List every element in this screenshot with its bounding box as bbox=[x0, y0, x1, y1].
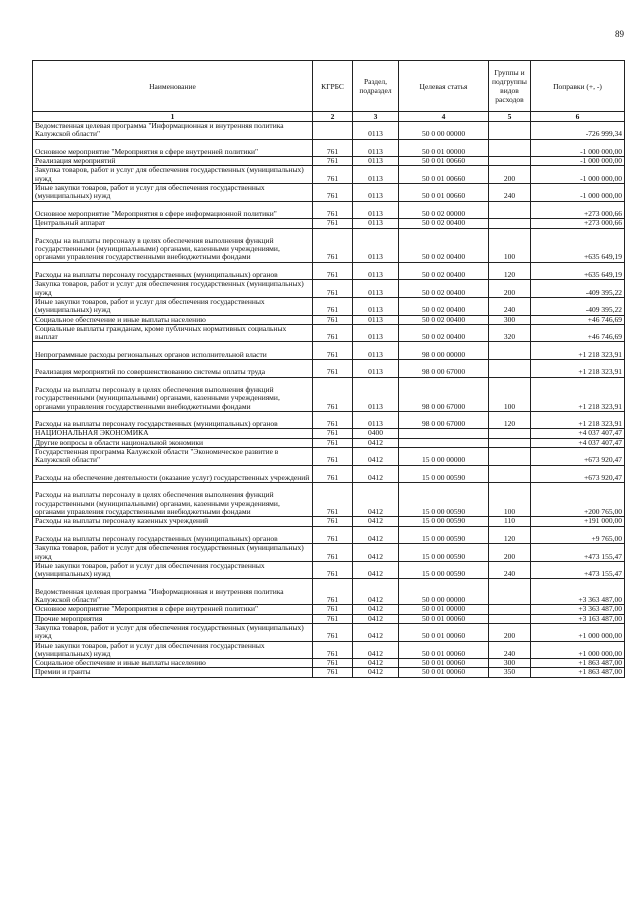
row-kgrbs: 761 bbox=[313, 360, 353, 378]
page-number: 89 bbox=[615, 29, 624, 39]
table-row bbox=[33, 201, 625, 219]
row-name: Закупка товаров, работ и услуг для обеспечения государственных (муниципальных) нужд bbox=[33, 280, 313, 298]
row-target-article: 50 0 02 00400 bbox=[399, 280, 489, 298]
row-expense-group: 200 bbox=[489, 623, 531, 641]
row-razdel: 0412 bbox=[353, 605, 399, 614]
row-expense-group: 100 bbox=[489, 377, 531, 411]
row-kgrbs: 761 bbox=[313, 579, 353, 605]
row-amount: +1 218 323,91 bbox=[531, 377, 625, 411]
col-header-target-article: Целевая статья bbox=[399, 61, 489, 112]
row-target-article bbox=[399, 429, 489, 438]
row-amount: +1 218 323,91 bbox=[531, 411, 625, 429]
row-target-article: 15 0 00 00000 bbox=[399, 447, 489, 465]
row-expense-group: 120 bbox=[489, 526, 531, 544]
row-kgrbs: 761 bbox=[313, 315, 353, 324]
row-name: Закупка товаров, работ и услуг для обеспечения государственных (муниципальных) нужд bbox=[33, 544, 313, 562]
row-name: Реализация мероприятий по совершенствованию системы оплаты труда bbox=[33, 360, 313, 378]
row-expense-group bbox=[489, 614, 531, 623]
row-amount: -726 999,34 bbox=[531, 122, 625, 140]
row-expense-group bbox=[489, 438, 531, 447]
row-expense-group: 350 bbox=[489, 668, 531, 677]
header-row bbox=[33, 61, 625, 112]
row-expense-group bbox=[489, 157, 531, 166]
row-target-article bbox=[399, 438, 489, 447]
row-kgrbs: 761 bbox=[313, 447, 353, 465]
row-kgrbs: 761 bbox=[313, 641, 353, 659]
row-amount: +273 000,66 bbox=[531, 219, 625, 228]
row-amount: +200 765,00 bbox=[531, 483, 625, 517]
row-target-article: 50 0 02 00400 bbox=[399, 228, 489, 262]
row-razdel: 0412 bbox=[353, 614, 399, 623]
row-name: Иные закупки товаров, работ и услуг для обеспечения государственных (муниципальных) нужд bbox=[33, 561, 313, 579]
row-kgrbs: 761 bbox=[313, 614, 353, 623]
row-kgrbs: 761 bbox=[313, 544, 353, 562]
table-row bbox=[33, 315, 625, 324]
row-name: Расходы на выплаты персоналу государственных (муниципальных) органов bbox=[33, 411, 313, 429]
table-row bbox=[33, 184, 625, 202]
row-razdel: 0412 bbox=[353, 544, 399, 562]
row-name: Расходы на выплаты персоналу в целях обеспечения выполнения функций государственными (муниципальными) органами, казенными учреждениями, органами управления государственными внебюджетными фондами bbox=[33, 377, 313, 411]
row-razdel: 0113 bbox=[353, 297, 399, 315]
row-target-article: 50 0 01 00060 bbox=[399, 668, 489, 677]
row-kgrbs: 761 bbox=[313, 465, 353, 483]
row-expense-group bbox=[489, 342, 531, 360]
table-row bbox=[33, 157, 625, 166]
row-expense-group: 200 bbox=[489, 280, 531, 298]
row-expense-group bbox=[489, 429, 531, 438]
row-amount: +1 000 000,00 bbox=[531, 623, 625, 641]
row-kgrbs: 761 bbox=[313, 561, 353, 579]
row-razdel: 0412 bbox=[353, 641, 399, 659]
row-amount: +1 000 000,00 bbox=[531, 641, 625, 659]
table-row bbox=[33, 411, 625, 429]
row-name: Закупка товаров, работ и услуг для обеспечения государственных (муниципальных) нужд bbox=[33, 166, 313, 184]
row-amount: +3 363 487,00 bbox=[531, 579, 625, 605]
row-amount: +673 920,47 bbox=[531, 465, 625, 483]
row-kgrbs: 761 bbox=[313, 659, 353, 668]
col-header-razdel: Раздел, подраздел bbox=[353, 61, 399, 112]
row-amount: -1 000 000,00 bbox=[531, 184, 625, 202]
table-row bbox=[33, 447, 625, 465]
table-row bbox=[33, 262, 625, 280]
row-kgrbs: 761 bbox=[313, 342, 353, 360]
row-name: Социальное обеспечение и иные выплаты населению bbox=[33, 659, 313, 668]
row-amount: -1 000 000,00 bbox=[531, 157, 625, 166]
row-target-article: 50 0 00 00000 bbox=[399, 122, 489, 140]
row-name: Прочие мероприятия bbox=[33, 614, 313, 623]
table-row bbox=[33, 544, 625, 562]
row-razdel: 0113 bbox=[353, 360, 399, 378]
row-target-article: 50 0 01 00060 bbox=[399, 659, 489, 668]
row-razdel: 0412 bbox=[353, 438, 399, 447]
row-expense-group: 320 bbox=[489, 324, 531, 342]
table-row bbox=[33, 614, 625, 623]
col-number: 4 bbox=[399, 112, 489, 122]
row-razdel: 0412 bbox=[353, 447, 399, 465]
row-amount: +635 649,19 bbox=[531, 262, 625, 280]
table-row bbox=[33, 166, 625, 184]
row-expense-group bbox=[489, 605, 531, 614]
table-row bbox=[33, 297, 625, 315]
row-name: Закупка товаров, работ и услуг для обеспечения государственных (муниципальных) нужд bbox=[33, 623, 313, 641]
budget-amendments-table bbox=[32, 60, 625, 678]
row-expense-group: 300 bbox=[489, 659, 531, 668]
row-razdel: 0113 bbox=[353, 377, 399, 411]
table-row bbox=[33, 219, 625, 228]
row-razdel: 0412 bbox=[353, 517, 399, 526]
row-razdel: 0113 bbox=[353, 280, 399, 298]
table-row bbox=[33, 360, 625, 378]
row-razdel: 0412 bbox=[353, 465, 399, 483]
table-row bbox=[33, 342, 625, 360]
row-target-article: 50 0 01 00660 bbox=[399, 166, 489, 184]
row-razdel: 0113 bbox=[353, 342, 399, 360]
row-kgrbs: 761 bbox=[313, 228, 353, 262]
row-kgrbs: 761 bbox=[313, 201, 353, 219]
row-amount: +635 649,19 bbox=[531, 228, 625, 262]
row-target-article: 98 0 00 00000 bbox=[399, 342, 489, 360]
row-name: Расходы на выплаты персоналу в целях обеспечения выполнения функций государственными (муниципальными) органами, казенными учреждениями, органами управления государственными внебюджетными фондами bbox=[33, 228, 313, 262]
row-name: Расходы на выплаты персоналу казенных учреждений bbox=[33, 517, 313, 526]
table-row bbox=[33, 324, 625, 342]
row-target-article: 50 0 02 00000 bbox=[399, 201, 489, 219]
row-name: Премии и гранты bbox=[33, 668, 313, 677]
row-amount: -409 395,22 bbox=[531, 297, 625, 315]
row-razdel: 0412 bbox=[353, 579, 399, 605]
row-amount: +3 363 487,00 bbox=[531, 605, 625, 614]
row-target-article: 50 0 01 00060 bbox=[399, 614, 489, 623]
row-expense-group: 240 bbox=[489, 561, 531, 579]
row-amount: +1 863 487,00 bbox=[531, 668, 625, 677]
row-amount: +9 765,00 bbox=[531, 526, 625, 544]
col-number: 5 bbox=[489, 112, 531, 122]
row-kgrbs: 761 bbox=[313, 184, 353, 202]
row-razdel: 0412 bbox=[353, 526, 399, 544]
row-razdel: 0113 bbox=[353, 201, 399, 219]
row-name: Иные закупки товаров, работ и услуг для обеспечения государственных (муниципальных) нужд bbox=[33, 297, 313, 315]
row-name: Другие вопросы в области национальной экономики bbox=[33, 438, 313, 447]
row-target-article: 98 0 00 67000 bbox=[399, 360, 489, 378]
row-target-article: 98 0 00 67000 bbox=[399, 411, 489, 429]
row-target-article: 50 0 01 00660 bbox=[399, 157, 489, 166]
row-razdel: 0412 bbox=[353, 561, 399, 579]
row-kgrbs: 761 bbox=[313, 411, 353, 429]
row-kgrbs: 761 bbox=[313, 262, 353, 280]
row-razdel: 0113 bbox=[353, 219, 399, 228]
row-target-article: 15 0 00 00590 bbox=[399, 561, 489, 579]
row-razdel: 0113 bbox=[353, 315, 399, 324]
row-kgrbs: 761 bbox=[313, 483, 353, 517]
row-kgrbs: 761 bbox=[313, 623, 353, 641]
row-name: Государственная программа Калужской области "Экономическое развитие в Калужской области" bbox=[33, 447, 313, 465]
row-expense-group bbox=[489, 219, 531, 228]
row-kgrbs bbox=[313, 122, 353, 140]
row-razdel: 0113 bbox=[353, 139, 399, 157]
row-amount: -1 000 000,00 bbox=[531, 166, 625, 184]
row-expense-group bbox=[489, 579, 531, 605]
table-row bbox=[33, 377, 625, 411]
row-kgrbs: 761 bbox=[313, 526, 353, 544]
row-name: Центральный аппарат bbox=[33, 219, 313, 228]
row-expense-group bbox=[489, 201, 531, 219]
row-kgrbs: 761 bbox=[313, 377, 353, 411]
row-target-article: 50 0 01 00060 bbox=[399, 623, 489, 641]
table-row bbox=[33, 429, 625, 438]
row-expense-group: 240 bbox=[489, 297, 531, 315]
row-amount: +46 746,69 bbox=[531, 324, 625, 342]
table-row bbox=[33, 579, 625, 605]
row-expense-group: 200 bbox=[489, 544, 531, 562]
row-target-article: 15 0 00 00590 bbox=[399, 465, 489, 483]
row-kgrbs: 761 bbox=[313, 324, 353, 342]
col-header-name: Наименование bbox=[33, 61, 313, 112]
row-target-article: 50 0 02 00400 bbox=[399, 262, 489, 280]
row-name: Основное мероприятие "Мероприятия в сфере внутренней политики" bbox=[33, 139, 313, 157]
row-amount: +191 000,00 bbox=[531, 517, 625, 526]
row-kgrbs: 761 bbox=[313, 605, 353, 614]
row-razdel: 0113 bbox=[353, 324, 399, 342]
row-target-article: 50 0 02 00400 bbox=[399, 315, 489, 324]
table-row bbox=[33, 668, 625, 677]
row-amount: +1 863 487,00 bbox=[531, 659, 625, 668]
row-name: Реализация мероприятий bbox=[33, 157, 313, 166]
row-target-article: 50 0 00 00000 bbox=[399, 579, 489, 605]
row-amount: +1 218 323,91 bbox=[531, 342, 625, 360]
table-row bbox=[33, 228, 625, 262]
row-target-article: 15 0 00 00590 bbox=[399, 544, 489, 562]
row-razdel: 0113 bbox=[353, 184, 399, 202]
row-name: Ведомственная целевая программа "Информационная и внутренняя политика Калужской области" bbox=[33, 122, 313, 140]
row-razdel: 0113 bbox=[353, 262, 399, 280]
row-amount: -1 000 000,00 bbox=[531, 139, 625, 157]
row-amount: -409 395,22 bbox=[531, 280, 625, 298]
row-target-article: 98 0 00 67000 bbox=[399, 377, 489, 411]
row-name: Расходы на выплаты персоналу в целях обеспечения выполнения функций государственными (муниципальными) органами, казенными учреждениями, органами управления государственными внебюджетными фондами bbox=[33, 483, 313, 517]
row-expense-group bbox=[489, 139, 531, 157]
row-target-article: 15 0 00 00590 bbox=[399, 517, 489, 526]
row-razdel: 0113 bbox=[353, 122, 399, 140]
table-row bbox=[33, 139, 625, 157]
row-razdel: 0400 bbox=[353, 429, 399, 438]
row-amount: +673 920,47 bbox=[531, 447, 625, 465]
row-amount: +3 163 487,00 bbox=[531, 614, 625, 623]
row-amount: +473 155,47 bbox=[531, 561, 625, 579]
row-expense-group bbox=[489, 465, 531, 483]
row-kgrbs: 761 bbox=[313, 280, 353, 298]
col-number: 2 bbox=[313, 112, 353, 122]
row-amount: +4 037 407,47 bbox=[531, 438, 625, 447]
row-kgrbs: 761 bbox=[313, 166, 353, 184]
col-header-kgrbs: КГРБС bbox=[313, 61, 353, 112]
row-amount: +1 218 323,91 bbox=[531, 360, 625, 378]
col-number: 3 bbox=[353, 112, 399, 122]
col-header-amendments: Поправки (+, -) bbox=[531, 61, 625, 112]
table-row bbox=[33, 517, 625, 526]
row-expense-group: 100 bbox=[489, 483, 531, 517]
row-target-article: 50 0 01 00000 bbox=[399, 139, 489, 157]
row-target-article: 50 0 02 00400 bbox=[399, 219, 489, 228]
row-kgrbs: 761 bbox=[313, 157, 353, 166]
col-number: 1 bbox=[33, 112, 313, 122]
row-amount: +46 746,69 bbox=[531, 315, 625, 324]
row-name: Основное мероприятие "Мероприятия в сфере внутренней политики" bbox=[33, 605, 313, 614]
row-razdel: 0113 bbox=[353, 166, 399, 184]
row-amount: +473 155,47 bbox=[531, 544, 625, 562]
row-expense-group: 120 bbox=[489, 262, 531, 280]
table-row bbox=[33, 483, 625, 517]
row-name: Ведомственная целевая программа "Информационная и внутренняя политика Калужской области" bbox=[33, 579, 313, 605]
row-razdel: 0412 bbox=[353, 659, 399, 668]
row-name: Основное мероприятие "Мероприятия в сфере информационной политики" bbox=[33, 201, 313, 219]
row-name: Расходы на выплаты персоналу государственных (муниципальных) органов bbox=[33, 262, 313, 280]
table-row bbox=[33, 623, 625, 641]
col-header-expense-group: Группы и подгруппы видов расходов bbox=[489, 61, 531, 112]
row-name: Расходы на обеспечение деятельности (оказание услуг) государственных учреждений bbox=[33, 465, 313, 483]
table-row bbox=[33, 465, 625, 483]
row-expense-group: 300 bbox=[489, 315, 531, 324]
row-kgrbs: 761 bbox=[313, 139, 353, 157]
table-row bbox=[33, 561, 625, 579]
row-razdel: 0113 bbox=[353, 411, 399, 429]
col-number: 6 bbox=[531, 112, 625, 122]
row-expense-group: 100 bbox=[489, 228, 531, 262]
row-razdel: 0412 bbox=[353, 483, 399, 517]
row-name: Социальное обеспечение и иные выплаты населению bbox=[33, 315, 313, 324]
table-row bbox=[33, 122, 625, 140]
table-row bbox=[33, 526, 625, 544]
table-row bbox=[33, 659, 625, 668]
table-row bbox=[33, 605, 625, 614]
row-kgrbs: 761 bbox=[313, 517, 353, 526]
row-kgrbs: 761 bbox=[313, 438, 353, 447]
row-kgrbs: 761 bbox=[313, 429, 353, 438]
row-expense-group: 240 bbox=[489, 641, 531, 659]
column-number-row bbox=[33, 112, 625, 122]
row-name: НАЦИОНАЛЬНАЯ ЭКОНОМИКА bbox=[33, 429, 313, 438]
row-expense-group: 120 bbox=[489, 411, 531, 429]
row-expense-group: 110 bbox=[489, 517, 531, 526]
row-amount: +4 037 407,47 bbox=[531, 429, 625, 438]
row-name: Социальные выплаты гражданам, кроме публичных нормативных социальных выплат bbox=[33, 324, 313, 342]
row-razdel: 0412 bbox=[353, 623, 399, 641]
row-target-article: 50 0 02 00400 bbox=[399, 297, 489, 315]
row-name: Непрограммные расходы региональных органов исполнительной власти bbox=[33, 342, 313, 360]
row-kgrbs: 761 bbox=[313, 668, 353, 677]
row-razdel: 0412 bbox=[353, 668, 399, 677]
row-expense-group bbox=[489, 122, 531, 140]
table-row bbox=[33, 438, 625, 447]
row-target-article: 15 0 00 00590 bbox=[399, 483, 489, 517]
row-expense-group bbox=[489, 360, 531, 378]
table-row bbox=[33, 280, 625, 298]
row-expense-group bbox=[489, 447, 531, 465]
row-kgrbs: 761 bbox=[313, 297, 353, 315]
row-target-article: 50 0 01 00000 bbox=[399, 605, 489, 614]
row-target-article: 50 0 02 00400 bbox=[399, 324, 489, 342]
table-row bbox=[33, 641, 625, 659]
row-name: Иные закупки товаров, работ и услуг для обеспечения государственных (муниципальных) нужд bbox=[33, 184, 313, 202]
row-target-article: 50 0 01 00660 bbox=[399, 184, 489, 202]
row-name: Расходы на выплаты персоналу государственных (муниципальных) органов bbox=[33, 526, 313, 544]
row-target-article: 50 0 01 00060 bbox=[399, 641, 489, 659]
row-razdel: 0113 bbox=[353, 157, 399, 166]
row-expense-group: 200 bbox=[489, 166, 531, 184]
row-expense-group: 240 bbox=[489, 184, 531, 202]
row-amount: +273 000,66 bbox=[531, 201, 625, 219]
row-target-article: 15 0 00 00590 bbox=[399, 526, 489, 544]
row-kgrbs: 761 bbox=[313, 219, 353, 228]
row-razdel: 0113 bbox=[353, 228, 399, 262]
row-name: Иные закупки товаров, работ и услуг для обеспечения государственных (муниципальных) нужд bbox=[33, 641, 313, 659]
